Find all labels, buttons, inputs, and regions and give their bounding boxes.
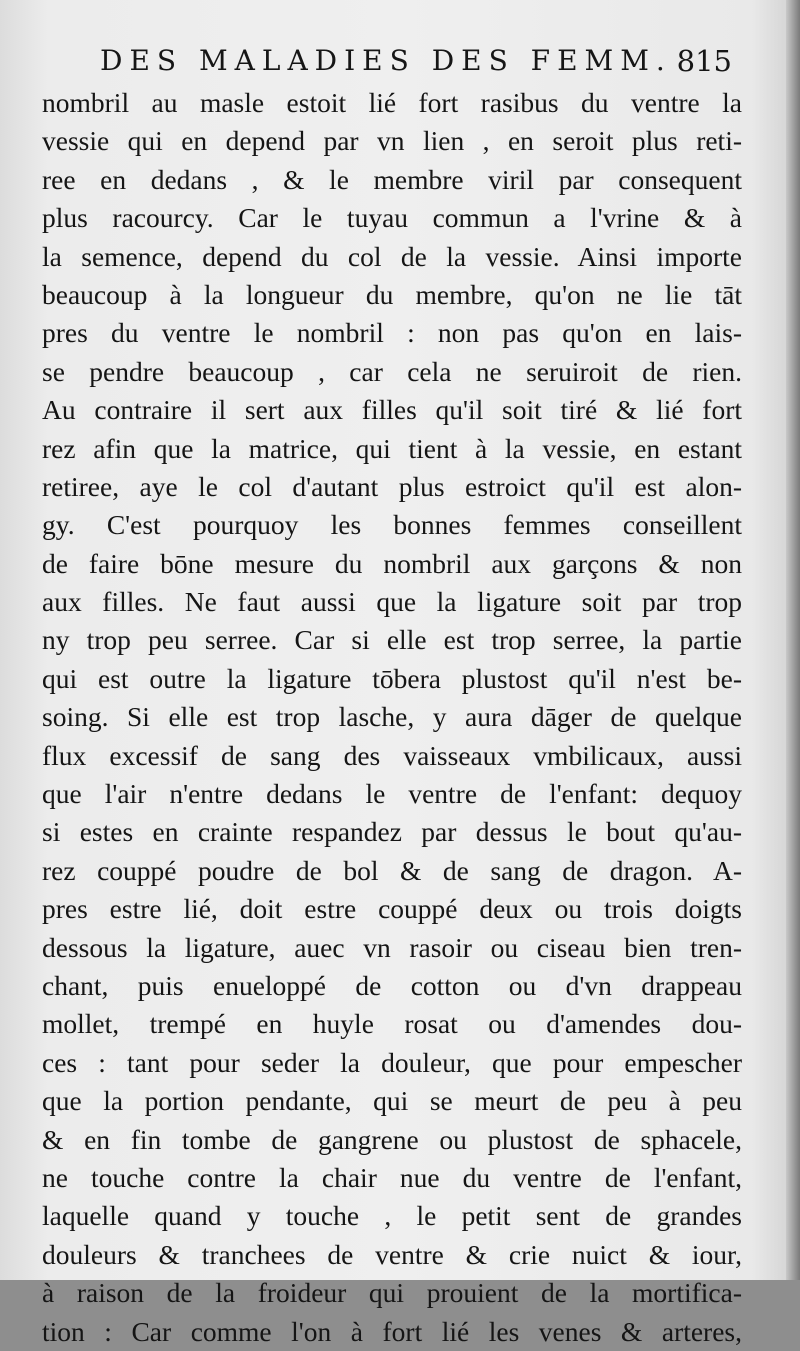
text-line: & en fin tombe de gangrene ou plustost de sphacele, (42, 1123, 742, 1155)
text-line: se pendre beaucoup , car cela ne seruiroit de rien. (42, 355, 742, 387)
text-line: ree en dedans , & le membre viril par consequent (42, 163, 742, 195)
text-line: qui est outre la ligature tōbera plustost qu'il n'est be- (42, 662, 742, 694)
text-line: vessie qui en depend par vn lien , en seroit plus reti- (42, 125, 742, 157)
text-line: ny trop peu serree. Car si elle est trop serree, la partie (42, 624, 742, 656)
text-line: ne touche contre la chair nue du ventre de l'enfant, (42, 1161, 742, 1193)
text-line: douleurs & tranchees de ventre & crie nuict & iour, (42, 1238, 742, 1270)
text-line: retiree, aye le col d'autant plus estroict qu'il est alon- (42, 470, 742, 502)
text-line: mollet, trempé en huyle rosat ou d'amendes dou- (42, 1008, 742, 1040)
text-line: de faire bōne mesure du nombril aux garçons & non (42, 547, 742, 579)
text-line: si estes en crainte respandez par dessus le bout qu'au- (42, 816, 742, 848)
text-line: pres estre lié, doit estre couppé deux ou trois doigts (42, 893, 742, 925)
text-line: rez afin que la matrice, qui tient à la vessie, en estant (42, 432, 742, 464)
text-line: à raison de la froideur qui prouient de la mortifica- (42, 1277, 742, 1309)
text-line: chant, puis enueloppé de cotton ou d'vn drappeau (42, 969, 742, 1001)
text-line: dessous la ligature, auec vn rasoir ou ciseau bien tren- (42, 931, 742, 963)
text-line: ces : tant pour seder la douleur, que pour empescher (42, 1046, 742, 1078)
text-line: que l'air n'entre dedans le ventre de l'enfant: dequoy (42, 778, 742, 810)
text-line: Au contraire il sert aux filles qu'il soit tiré & lié fort (42, 394, 742, 426)
text-line: laquelle quand y touche , le petit sent de grandes (42, 1200, 742, 1232)
text-line: gy. C'est pourquoy les bonnes femmes conseillent (42, 509, 742, 541)
page-header (100, 44, 740, 88)
text-line: soing. Si elle est trop lasche, y aura dāger de quelque (42, 701, 742, 733)
text-line: flux excessif de sang des vaisseaux vmbilicaux, aussi (42, 739, 742, 771)
text-line: pres du ventre le nombril : non pas qu'on en lais- (42, 317, 742, 349)
text-line: rez couppé poudre de bol & de sang de dragon. A- (42, 854, 742, 886)
text-line: tion : Car comme l'on à fort lié les venes & arteres, (42, 1315, 742, 1347)
page-number: 815 (676, 44, 732, 78)
text-line: que la portion pendante, qui se meurt de peu à peu (42, 1085, 742, 1117)
running-title: DES MALADIES DES FEMM. (100, 44, 672, 77)
text-line: beaucoup à la longueur du membre, qu'on ne lie tāt (42, 278, 742, 310)
text-line: nombril au masle estoit lié fort rasibus du ventre la (42, 87, 742, 118)
text-line: aux filles. Ne faut aussi que la ligature soit par trop (42, 586, 742, 618)
text-line: la semence, depend du col de la vessie. Ainsi importe (42, 240, 742, 272)
text-line: plus racourcy. Car le tuyau commun a l'vrine & à (42, 202, 742, 234)
page-edge (786, 0, 800, 1280)
body-text (42, 84, 742, 1351)
